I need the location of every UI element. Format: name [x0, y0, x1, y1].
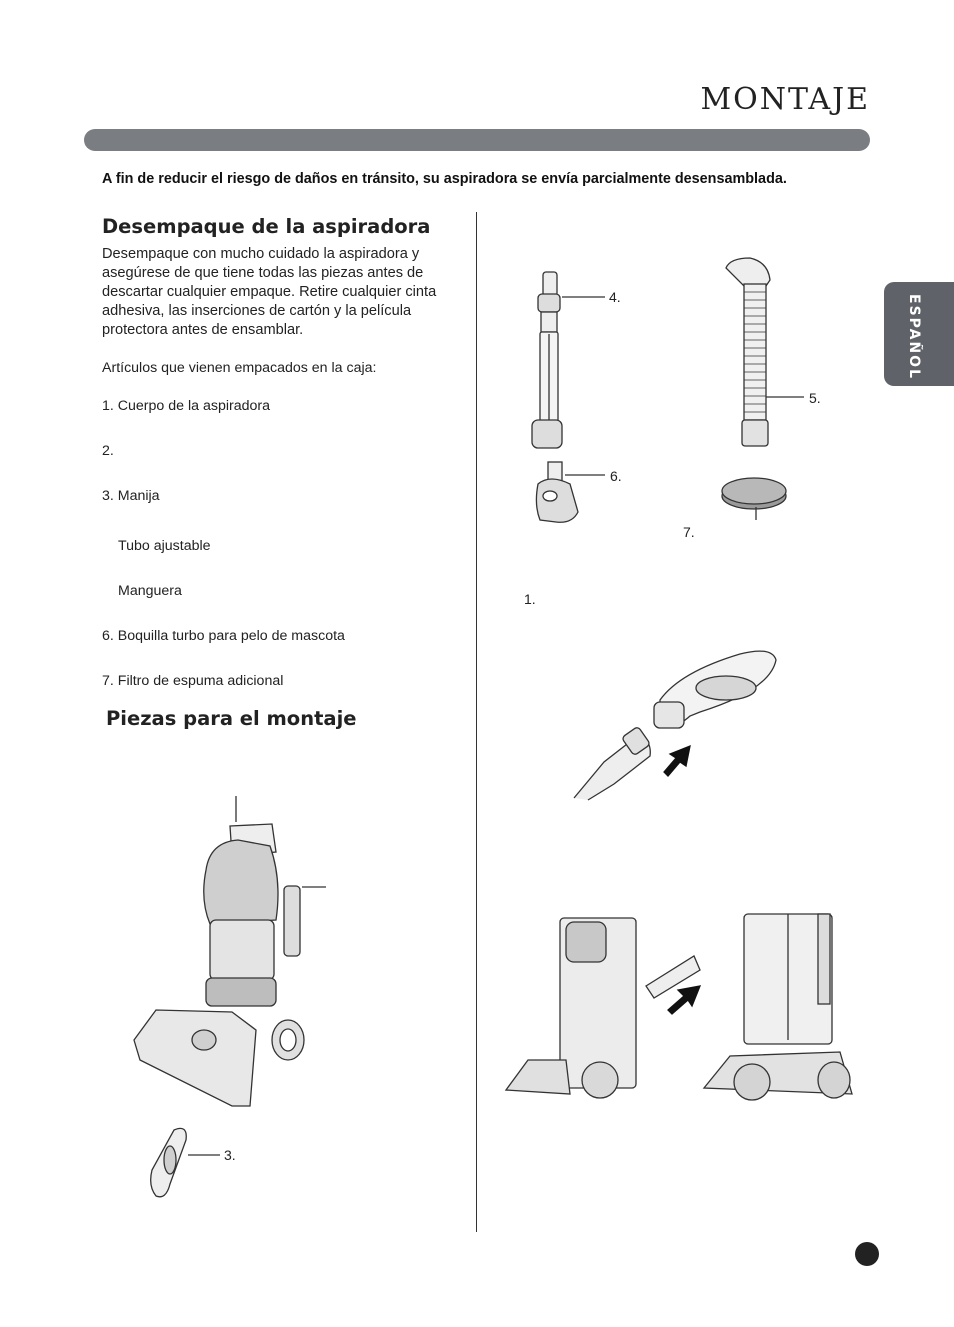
- page-title: MONTAJE: [700, 82, 870, 117]
- list-item-3: 3. Manija: [102, 488, 160, 504]
- unpacking-heading: Desempaque de la aspiradora: [102, 215, 431, 238]
- assembled-vacuum-rear-illustration: [704, 914, 852, 1100]
- adjustable-tube-illustration: [532, 272, 605, 448]
- intro-text: A fin de reducir el riesgo de daños en tránsito, su aspiradora se envía parcialmente desensamblada.: [102, 171, 787, 187]
- label-filter: 7.: [683, 524, 695, 540]
- step-1-label: 1.: [524, 591, 536, 607]
- language-tab-label: ESPAÑOL: [906, 294, 922, 380]
- handle-attach-illustration: [574, 651, 776, 800]
- turbo-nozzle-illustration: [536, 462, 605, 522]
- list-item-1: 1. Cuerpo de la aspiradora: [102, 398, 270, 414]
- label-nozzle: 6.: [610, 468, 622, 484]
- hose-illustration: [726, 258, 804, 446]
- assembly-heading: Piezas para el montaje: [106, 707, 357, 730]
- list-item-5: Manguera: [118, 583, 182, 599]
- list-item-2: 2.: [102, 443, 114, 459]
- list-item-7: 7. Filtro de espuma adicional: [102, 673, 284, 689]
- unpacking-paragraph: Desempaque con mucho cuidado la aspiradora y asegúrese de que tiene todas las piezas antes de descartar cualquier empaque. Retire cualquier cinta adhesiva, las inserciones de cartón y la película protectora antes de ensamblar.: [102, 246, 437, 338]
- hose-connect-illustration: [506, 918, 700, 1098]
- label-handle: 3.: [224, 1147, 236, 1163]
- label-tube: 4.: [609, 289, 621, 305]
- label-hose: 5.: [809, 390, 821, 406]
- list-item-4: Tubo ajustable: [118, 538, 211, 554]
- vacuum-body-illustration: [134, 796, 326, 1106]
- lg-logo: [855, 1242, 879, 1266]
- handle-illustration: [151, 1128, 220, 1196]
- items-intro: Artículos que vienen empacados en la caja:: [102, 360, 377, 376]
- list-item-6: 6. Boquilla turbo para pelo de mascota: [102, 628, 345, 644]
- foam-filter-illustration: [722, 478, 786, 520]
